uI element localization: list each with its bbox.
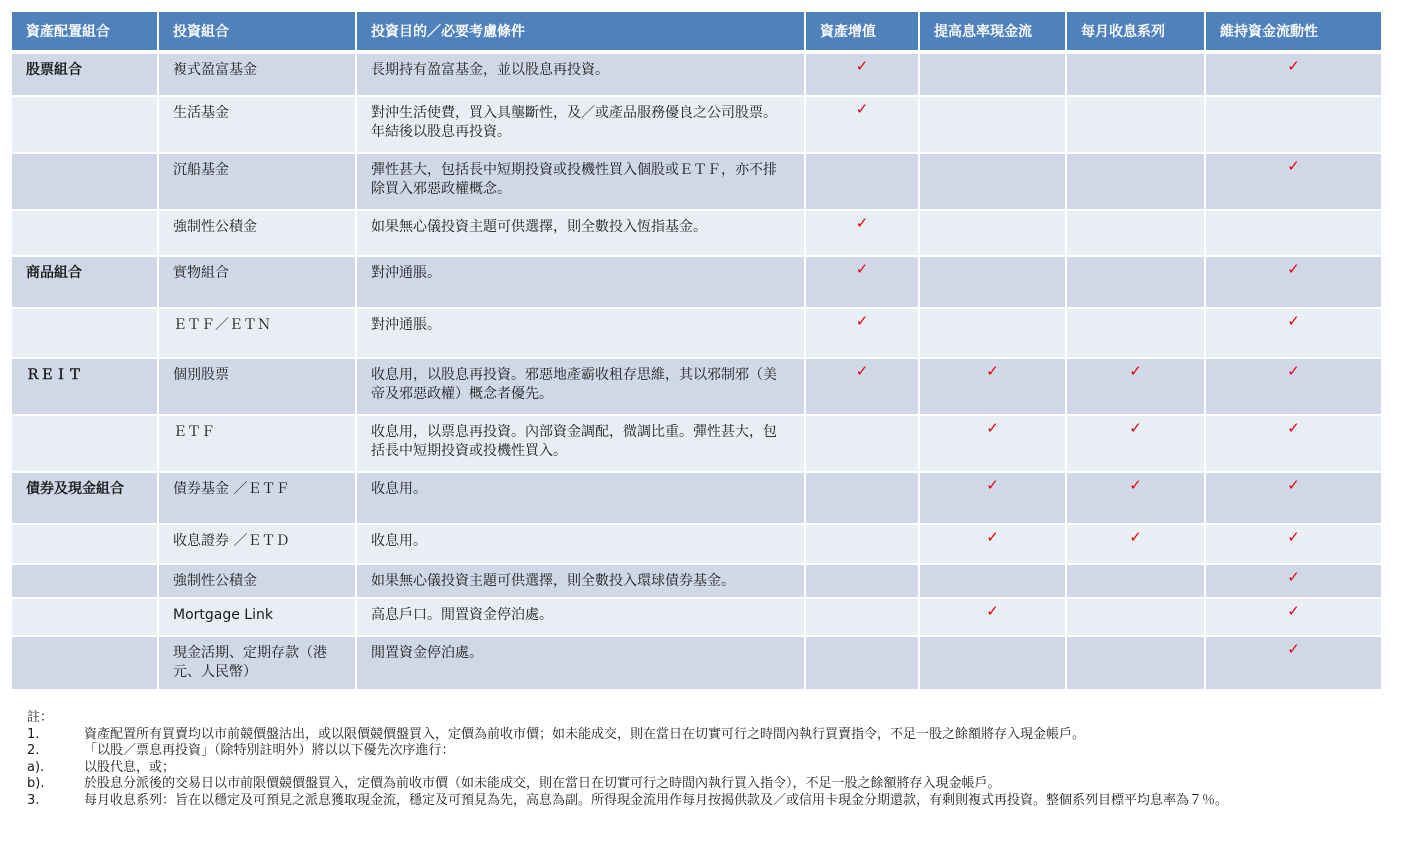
group-cell bbox=[12, 416, 159, 473]
checkmark-icon: ✓ bbox=[1287, 476, 1300, 494]
check-cell bbox=[806, 525, 920, 565]
checkmark-icon: ✓ bbox=[1129, 476, 1142, 494]
table-row bbox=[12, 54, 1381, 97]
check-cell bbox=[1206, 525, 1381, 565]
group-cell bbox=[12, 154, 159, 211]
group-cell bbox=[12, 637, 159, 691]
checkmark-icon: ✓ bbox=[1287, 312, 1300, 330]
check-cell bbox=[1067, 309, 1206, 359]
check-cell bbox=[920, 637, 1067, 691]
checkmark-icon: ✓ bbox=[1129, 419, 1142, 437]
checkmark-icon: ✓ bbox=[1287, 419, 1300, 437]
checkmark-icon: ✓ bbox=[986, 602, 999, 620]
note-text: 「以股／票息再投資」（除特別註明外）將以以下優先次序進行： bbox=[84, 743, 455, 758]
check-cell bbox=[920, 154, 1067, 211]
check-cell bbox=[806, 473, 920, 525]
group-cell bbox=[12, 97, 159, 154]
note-text: 資產配置所有買賣均以市前競價盤沽出，或以限價競價盤買入，定價為前收市價；如未能成交，則在當日在切實可行之時間內執行買賣指令，不足一股之餘額將存入現金帳戶。 bbox=[84, 726, 1086, 742]
check-cell bbox=[1067, 54, 1206, 97]
table-row bbox=[12, 97, 1381, 154]
group-cell bbox=[12, 565, 159, 599]
header-monthly-income: 每月收息系列 bbox=[1067, 12, 1206, 54]
table-row bbox=[12, 637, 1381, 691]
table-row bbox=[12, 565, 1381, 599]
checkmark-icon: ✓ bbox=[986, 362, 999, 380]
note-text: 以股代息，或； bbox=[84, 759, 176, 775]
note-item bbox=[27, 776, 1372, 793]
portfolio-cell: Mortgage Link bbox=[159, 599, 357, 637]
purpose-cell: 收息用。 bbox=[357, 525, 806, 565]
portfolio-cell: 強制性公積金 bbox=[159, 211, 357, 257]
check-cell bbox=[1067, 599, 1206, 637]
check-cell bbox=[1206, 257, 1381, 309]
check-cell bbox=[806, 309, 920, 359]
note-text: 每月收息系列：旨在以穩定及可預見之派息獲取現金流，穩定及可預見為先，高息為副。所得現金流用作每月按揭供款及／或信用卡現金分期還款，有剩則複式再投資。整個系列目標平均息率為７％。 bbox=[84, 792, 1229, 808]
notes-title: 註： bbox=[27, 710, 54, 725]
check-cell bbox=[920, 97, 1067, 154]
check-cell bbox=[806, 257, 920, 309]
check-cell bbox=[1206, 416, 1381, 473]
note-item bbox=[27, 793, 1372, 810]
note-item bbox=[27, 760, 1372, 777]
group-cell bbox=[12, 525, 159, 565]
check-cell bbox=[1067, 211, 1206, 257]
group-cell: 股票組合 bbox=[12, 54, 159, 97]
checkmark-icon: ✓ bbox=[855, 214, 869, 232]
table-row bbox=[12, 154, 1381, 211]
check-cell bbox=[806, 154, 920, 211]
notes-section bbox=[27, 710, 1372, 809]
asset-allocation-table bbox=[12, 12, 1381, 691]
purpose-cell: 閒置資金停泊處。 bbox=[357, 637, 806, 691]
note-marker: a). bbox=[27, 759, 45, 775]
note-item bbox=[27, 727, 1372, 744]
portfolio-cell: 個別股票 bbox=[159, 359, 357, 416]
check-cell bbox=[1206, 637, 1381, 691]
checkmark-icon: ✓ bbox=[855, 57, 869, 75]
checkmark-icon: ✓ bbox=[855, 312, 869, 330]
checkmark-icon: ✓ bbox=[855, 260, 869, 278]
note-marker: 2. bbox=[27, 743, 40, 758]
checkmark-icon: ✓ bbox=[1287, 640, 1300, 658]
checkmark-icon: ✓ bbox=[855, 100, 869, 118]
group-cell bbox=[12, 599, 159, 637]
check-cell bbox=[1206, 54, 1381, 97]
checkmark-icon: ✓ bbox=[1287, 602, 1300, 620]
check-cell bbox=[1067, 637, 1206, 691]
purpose-cell: 對沖通脹。 bbox=[357, 309, 806, 359]
check-cell bbox=[806, 359, 920, 416]
note-marker: 1. bbox=[27, 726, 40, 742]
table-row bbox=[12, 473, 1381, 525]
check-cell bbox=[1067, 97, 1206, 154]
portfolio-cell: 沉船基金 bbox=[159, 154, 357, 211]
header-capital-growth: 資產增值 bbox=[806, 12, 920, 54]
table-header-row bbox=[12, 12, 1381, 54]
checkmark-icon: ✓ bbox=[986, 419, 999, 437]
check-cell bbox=[806, 599, 920, 637]
table-row bbox=[12, 599, 1381, 637]
check-cell bbox=[1067, 525, 1206, 565]
header-purpose: 投資目的／必要考慮條件 bbox=[357, 12, 806, 54]
check-cell bbox=[920, 565, 1067, 599]
checkmark-icon: ✓ bbox=[986, 476, 999, 494]
table-row bbox=[12, 359, 1381, 416]
note-text: 於股息分派後的交易日以市前限價競價盤買入，定價為前收市價（如未能成交，則在當日在切實可行之時間內執行買入指令），不足一股之餘額將存入現金帳戶。 bbox=[84, 776, 1001, 791]
check-cell bbox=[920, 257, 1067, 309]
check-cell bbox=[920, 416, 1067, 473]
checkmark-icon: ✓ bbox=[1287, 57, 1300, 75]
check-cell bbox=[1067, 359, 1206, 416]
portfolio-cell: 債券基金 ／ＥＴＦ bbox=[159, 473, 357, 525]
portfolio-cell: ＥＴＦ bbox=[159, 416, 357, 473]
purpose-cell: 如果無心儀投資主題可供選擇，則全數投入恆指基金。 bbox=[357, 211, 806, 257]
table-row bbox=[12, 309, 1381, 359]
table-row bbox=[12, 416, 1381, 473]
note-marker: b). bbox=[27, 776, 45, 791]
portfolio-cell: 強制性公積金 bbox=[159, 565, 357, 599]
purpose-cell: 收息用。 bbox=[357, 473, 806, 525]
header-liquidity: 維持資金流動性 bbox=[1206, 12, 1381, 54]
portfolio-cell: 現金活期、定期存款（港元、人民幣） bbox=[159, 637, 357, 691]
purpose-cell: 對沖生活使費，買入具壟斷性，及／或產品服務優良之公司股票。年結後以股息再投資。 bbox=[357, 97, 806, 154]
portfolio-cell: 實物組合 bbox=[159, 257, 357, 309]
header-asset-allocation: 資產配置組合 bbox=[12, 12, 159, 54]
check-cell bbox=[920, 54, 1067, 97]
group-cell bbox=[12, 211, 159, 257]
table-row bbox=[12, 211, 1381, 257]
checkmark-icon: ✓ bbox=[1287, 260, 1300, 278]
check-cell bbox=[1206, 359, 1381, 416]
purpose-cell: 長期持有盈富基金，並以股息再投資。 bbox=[357, 54, 806, 97]
group-cell bbox=[12, 309, 159, 359]
table-row bbox=[12, 525, 1381, 565]
check-cell bbox=[920, 525, 1067, 565]
purpose-cell: 對沖通脹。 bbox=[357, 257, 806, 309]
checkmark-icon: ✓ bbox=[1129, 528, 1142, 546]
check-cell bbox=[920, 359, 1067, 416]
check-cell bbox=[1206, 473, 1381, 525]
checkmark-icon: ✓ bbox=[1287, 528, 1300, 546]
check-cell bbox=[1206, 599, 1381, 637]
checkmark-icon: ✓ bbox=[1129, 362, 1142, 380]
check-cell bbox=[1206, 211, 1381, 257]
purpose-cell: 收息用，以股息再投資。邪惡地產霸收租存思維，其以邪制邪（美帝及邪惡政權）概念者優先。 bbox=[357, 359, 806, 416]
check-cell bbox=[1067, 565, 1206, 599]
purpose-cell: 如果無心儀投資主題可供選擇，則全數投入環球債券基金。 bbox=[357, 565, 806, 599]
portfolio-cell: 收息證券 ／ＥＴＤ bbox=[159, 525, 357, 565]
checkmark-icon: ✓ bbox=[855, 362, 869, 380]
check-cell bbox=[1067, 473, 1206, 525]
check-cell bbox=[1206, 154, 1381, 211]
check-cell bbox=[806, 565, 920, 599]
check-cell bbox=[806, 416, 920, 473]
notes-list bbox=[27, 727, 1372, 810]
note-item bbox=[27, 743, 1372, 760]
table-row bbox=[12, 257, 1381, 309]
check-cell bbox=[1067, 154, 1206, 211]
group-cell: 債券及現金組合 bbox=[12, 473, 159, 525]
header-cash-flow: 提高息率現金流 bbox=[920, 12, 1067, 54]
check-cell bbox=[1206, 309, 1381, 359]
checkmark-icon: ✓ bbox=[1287, 362, 1300, 380]
checkmark-icon: ✓ bbox=[1287, 157, 1300, 175]
purpose-cell: 彈性甚大，包括長中短期投資或投機性買入個股或ＥＴＦ，亦不排除買入邪惡政權概念。 bbox=[357, 154, 806, 211]
group-cell: ＲＥＩＴ bbox=[12, 359, 159, 416]
check-cell bbox=[920, 309, 1067, 359]
checkmark-icon: ✓ bbox=[1287, 568, 1300, 586]
check-cell bbox=[1067, 257, 1206, 309]
check-cell bbox=[1206, 97, 1381, 154]
table-body bbox=[12, 54, 1381, 691]
check-cell bbox=[806, 637, 920, 691]
header-portfolio: 投資組合 bbox=[159, 12, 357, 54]
check-cell bbox=[1206, 565, 1381, 599]
note-marker: 3. bbox=[27, 792, 40, 808]
check-cell bbox=[806, 211, 920, 257]
portfolio-cell: 生活基金 bbox=[159, 97, 357, 154]
checkmark-icon: ✓ bbox=[986, 528, 999, 546]
group-cell: 商品組合 bbox=[12, 257, 159, 309]
check-cell bbox=[920, 473, 1067, 525]
check-cell bbox=[806, 54, 920, 97]
portfolio-cell: 複式盈富基金 bbox=[159, 54, 357, 97]
check-cell bbox=[806, 97, 920, 154]
portfolio-cell: ＥＴＦ／ＥＴＮ bbox=[159, 309, 357, 359]
check-cell bbox=[920, 599, 1067, 637]
purpose-cell: 收息用，以票息再投資。內部資金調配，微調比重。彈性甚大，包括長中短期投資或投機性買入。 bbox=[357, 416, 806, 473]
purpose-cell: 高息戶口。閒置資金停泊處。 bbox=[357, 599, 806, 637]
check-cell bbox=[920, 211, 1067, 257]
check-cell bbox=[1067, 416, 1206, 473]
